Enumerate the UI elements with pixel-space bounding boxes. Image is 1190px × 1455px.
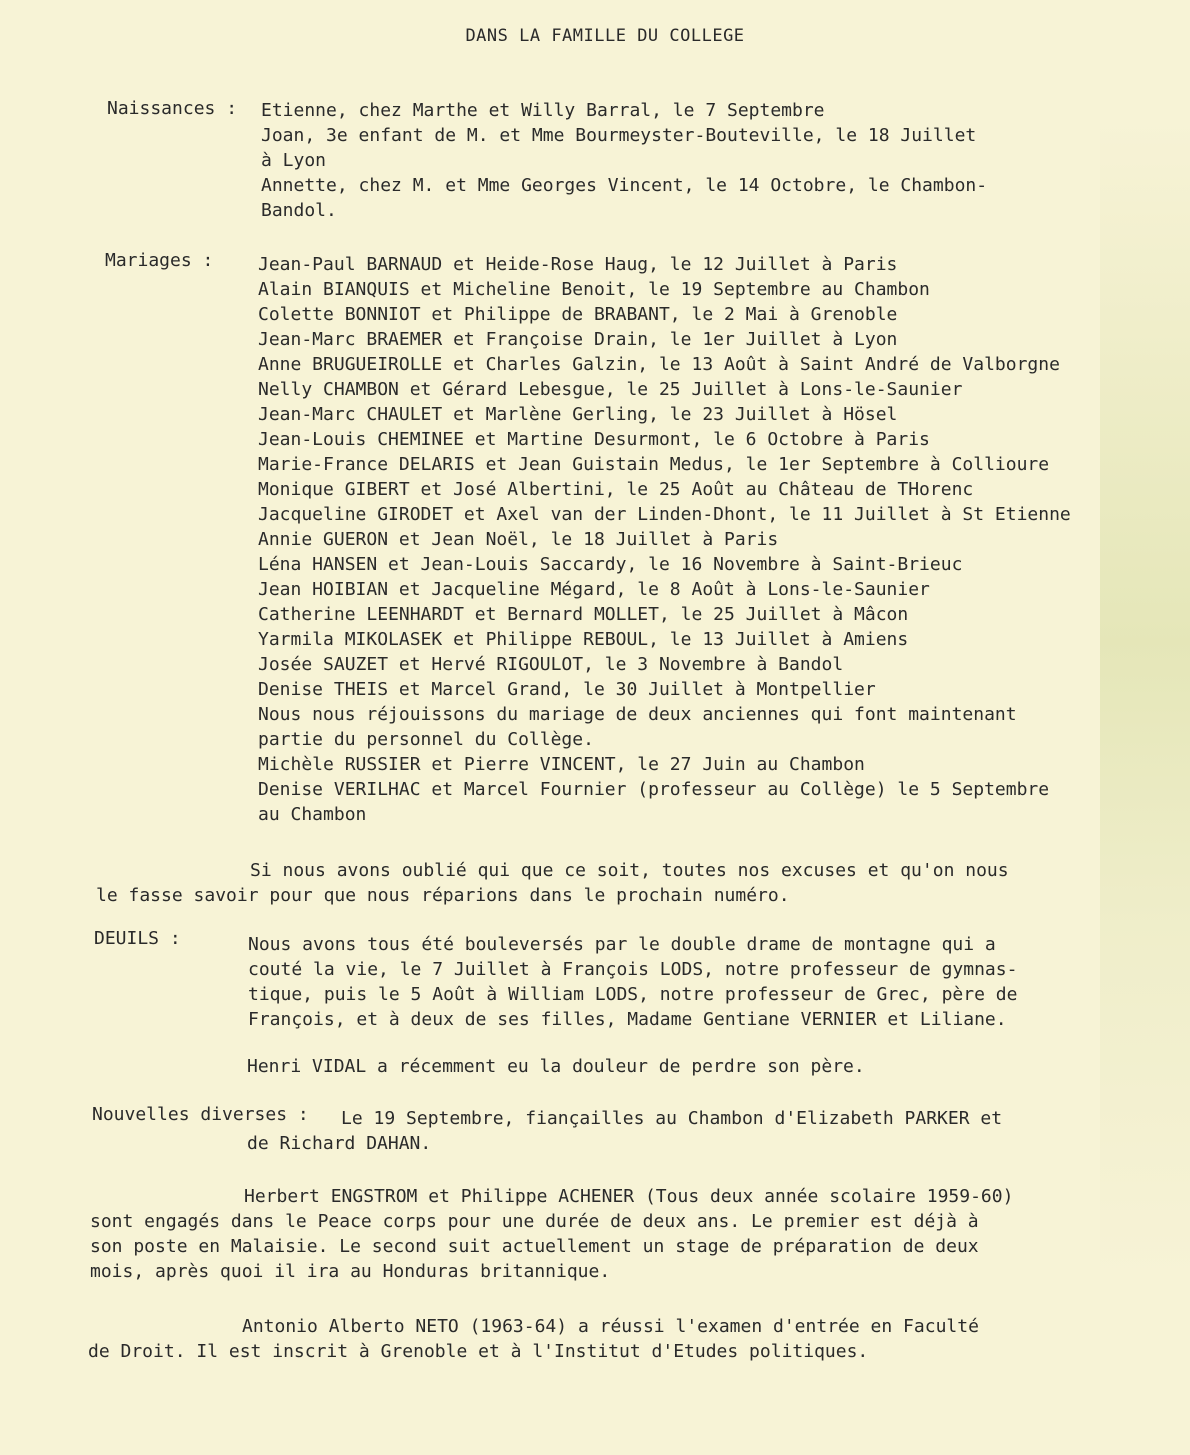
mariage-line: Anne BRUGUEIROLLE et Charles Galzin, le 13 Août à Saint André de Valborgne <box>258 354 1060 375</box>
neto-paragraph <box>88 1314 979 1364</box>
page-title: DANS LA FAMILLE DU COLLEGE <box>465 26 745 46</box>
deuils-line: couté la vie, le 7 Juillet à François LODS, notre professeur de gymnas- <box>248 959 1018 980</box>
mariage-line: Michèle RUSSIER et Pierre VINCENT, le 27 Juin au Chambon <box>258 754 865 775</box>
mariage-line: Alain BIANQUIS et Micheline Benoit, le 19 Septembre au Chambon <box>258 279 930 300</box>
neto-line: de Droit. Il est inscrit à Grenoble et à l'Institut d'Etudes politiques. <box>88 1341 869 1362</box>
engstrom-line: Herbert ENGSTROM et Philippe ACHENER (Tous deux année scolaire 1959-60) <box>244 1186 1014 1207</box>
naissance-line: Etienne, chez Marthe et Willy Barral, le 7 Septembre <box>261 100 825 121</box>
mariage-line: Jean-Paul BARNAUD et Heide-Rose Haug, le 12 Juillet à Paris <box>258 254 898 275</box>
deuils-label: DEUILS : <box>94 928 181 949</box>
paper-stain <box>1100 120 1190 1280</box>
excuses-paragraph <box>96 858 1009 908</box>
neto-line: Antonio Alberto NETO (1963-64) a réussi l'examen d'entrée en Faculté <box>242 1316 979 1337</box>
mariage-line: Léna HANSEN et Jean-Louis Saccardy, le 16 Novembre à Saint-Brieuc <box>258 554 963 575</box>
deuils-line: tique, puis le 5 Août à William LODS, notre professeur de Grec, père de <box>248 984 1018 1005</box>
engstrom-line: sont engagés dans le Peace corps pour une durée de deux ans. Le premier est déjà à <box>90 1211 979 1232</box>
mariage-line: Nous nous réjouissons du mariage de deux anciennes qui font maintenant <box>258 704 1017 725</box>
deuils-paragraph <box>248 932 1017 1032</box>
mariage-line: Catherine LEENHARDT et Bernard MOLLET, le 25 Juillet à Mâcon <box>258 604 909 625</box>
naissance-line: à Lyon <box>261 150 327 171</box>
mariage-line: Marie-France DELARIS et Jean Guistain Medus, le 1er Septembre à Collioure <box>258 454 1050 475</box>
fiancailles-line: Le 19 Septembre, fiançailles au Chambon d'Elizabeth PARKER et <box>341 1108 1003 1129</box>
vidal-line: Henri VIDAL a récemment eu la douleur de perdre son père. <box>247 1056 865 1077</box>
naissances-list <box>261 98 987 223</box>
mariage-line: Yarmila MIKOLASEK et Philippe REBOUL, le 13 Juillet à Amiens <box>258 629 909 650</box>
engstrom-paragraph <box>90 1184 1013 1284</box>
mariage-line: Denise VERILHAC et Marcel Fournier (professeur au Collège) le 5 Septembre <box>258 779 1050 800</box>
nouvelles-label: Nouvelles diverses : <box>92 1104 309 1125</box>
excuses-line: le fasse savoir pour que nous réparions dans le prochain numéro. <box>96 885 790 906</box>
mariages-label: Mariages : <box>105 250 214 271</box>
mariage-line: Josée SAUZET et Hervé RIGOULOT, le 3 Novembre à Bandol <box>258 654 844 675</box>
naissance-line: Annette, chez M. et Mme Georges Vincent, le 14 Octobre, le Chambon- <box>261 175 988 196</box>
engstrom-line: mois, après quoi il ira au Honduras britannique. <box>90 1261 611 1282</box>
fiancailles-line-2: de Richard DAHAN. <box>247 1133 432 1154</box>
mariage-line: Denise THEIS et Marcel Grand, le 30 Juillet à Montpellier <box>258 679 876 700</box>
mariage-line: Colette BONNIOT et Philippe de BRABANT, le 2 Mai à Grenoble <box>258 304 898 325</box>
deuils-line: François, et à deux de ses filles, Madame Gentiane VERNIER et Liliane. <box>248 1009 1007 1030</box>
naissance-line: Bandol. <box>261 200 337 221</box>
engstrom-line: son poste en Malaisie. Le second suit actuellement un stage de préparation de deux <box>90 1236 979 1257</box>
mariage-line: partie du personnel du Collège. <box>258 729 594 750</box>
mariage-line: Nelly CHAMBON et Gérard Lebesgue, le 25 Juillet à Lons-le-Saunier <box>258 379 963 400</box>
mariage-line: Jean-Marc CHAULET et Marlène Gerling, le 23 Juillet à Hösel <box>258 404 898 425</box>
deuils-line: Nous avons tous été bouleversés par le double drame de montagne qui a <box>248 934 996 955</box>
mariages-list <box>258 252 1071 827</box>
naissances-label: Naissances : <box>107 98 238 119</box>
mariage-line: Jacqueline GIRODET et Axel van der Linden-Dhont, le 11 Juillet à St Etienne <box>258 504 1071 525</box>
mariage-line: Monique GIBERT et José Albertini, le 25 Août au Château de THorenc <box>258 479 974 500</box>
mariage-line: au Chambon <box>258 804 367 825</box>
mariage-line: Annie GUERON et Jean Noël, le 18 Juillet à Paris <box>258 529 779 550</box>
mariage-line: Jean-Marc BRAEMER et Françoise Drain, le 1er Juillet à Lyon <box>258 329 898 350</box>
excuses-line: Si nous avons oublié qui que ce soit, toutes nos excuses et qu'on nous <box>250 860 1009 881</box>
mariage-line: Jean HOIBIAN et Jacqueline Mégard, le 8 Août à Lons-le-Saunier <box>258 579 930 600</box>
mariage-line: Jean-Louis CHEMINEE et Martine Desurmont, le 6 Octobre à Paris <box>258 429 930 450</box>
naissance-line: Joan, 3e enfant de M. et Mme Bourmeyster-Bouteville, le 18 Juillet <box>261 125 977 146</box>
